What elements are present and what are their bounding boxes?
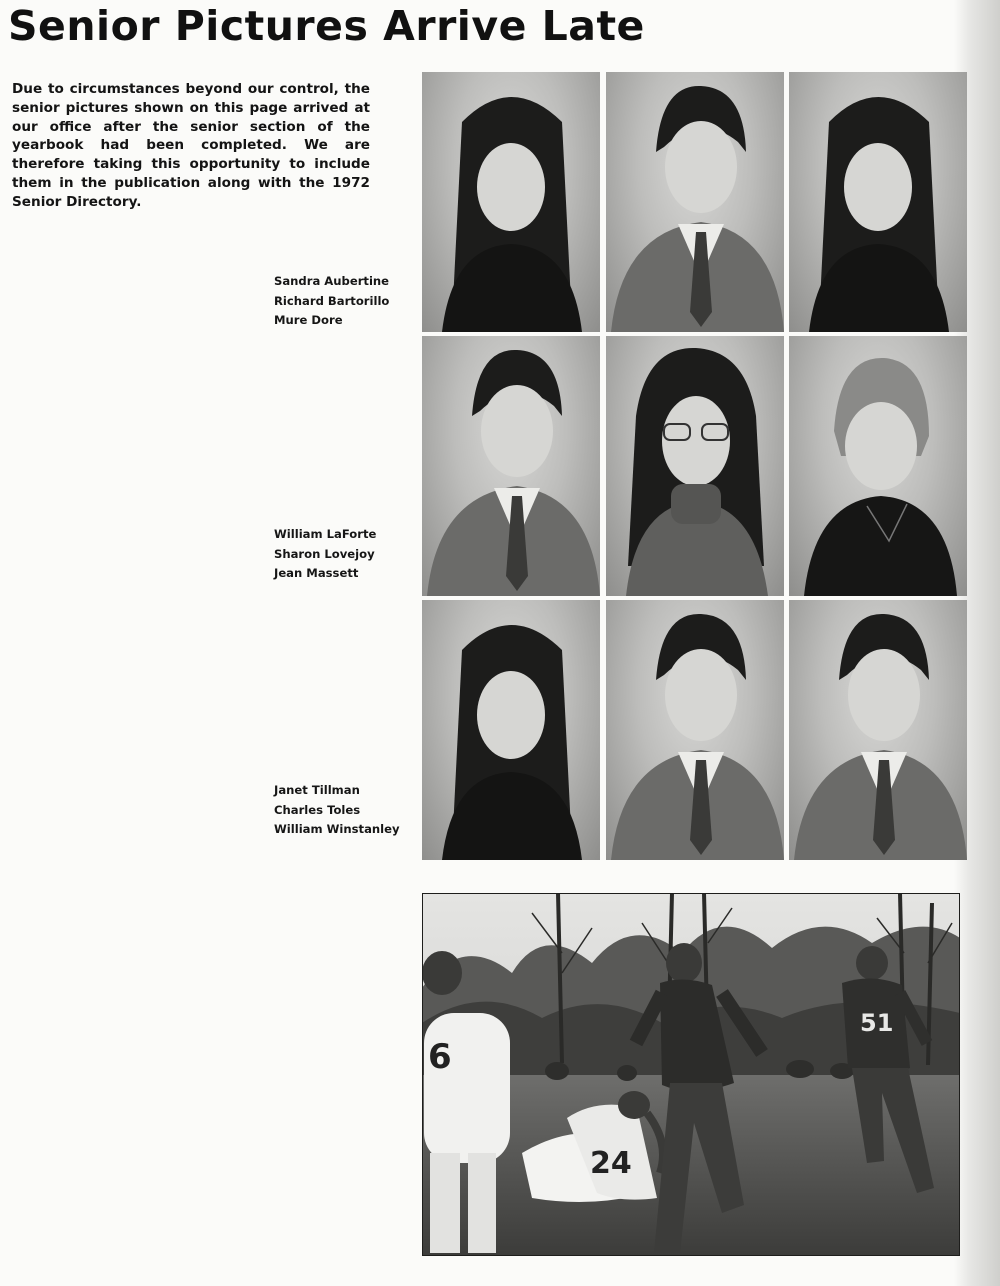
portrait-icon [789, 600, 967, 860]
jersey-number: 51 [860, 1009, 894, 1037]
senior-portrait [422, 336, 600, 596]
portrait-icon [606, 600, 784, 860]
portrait-icon [422, 336, 600, 596]
name-list-row-2 [274, 525, 424, 584]
football-game-photo-icon [422, 893, 960, 1256]
portrait-icon [789, 336, 967, 596]
jersey-number: 6 [428, 1037, 452, 1077]
page-title: Senior Pictures Arrive Late [8, 2, 645, 50]
senior-portrait [606, 336, 784, 596]
name-item: Sharon Lovejoy [274, 546, 375, 561]
intro-paragraph: Due to circumstances beyond our control, the senior pictures shown on this page arrived at our office after the senior section of the yearbook had been completed. We are therefore taking this opportunity to include them in the publication along with the 1972 Senior Directory. [12, 81, 370, 210]
name-item: William Winstanley [274, 822, 400, 836]
name-item: Sandra Aubertine [274, 274, 390, 288]
name-item: Janet Tillman [274, 783, 360, 797]
portrait-grid [422, 72, 956, 858]
name-item: Mure Dore [274, 313, 343, 327]
name-list-row-1 [274, 272, 424, 331]
senior-portrait [422, 72, 600, 332]
name-item: William LaForte [274, 527, 377, 541]
football-action-photo [422, 893, 960, 1256]
senior-portrait [606, 600, 784, 860]
senior-portrait [789, 336, 967, 596]
senior-portrait [422, 600, 600, 860]
portrait-icon [422, 600, 600, 860]
senior-portrait [606, 72, 784, 332]
portrait-icon [606, 72, 784, 332]
name-list-row-3 [274, 781, 424, 840]
portrait-icon [789, 72, 967, 332]
portrait-icon [422, 72, 600, 332]
senior-portrait [789, 600, 967, 860]
name-item: Richard Bartorillo [274, 293, 390, 308]
jersey-number: 24 [590, 1146, 632, 1181]
name-item: Charles Toles [274, 802, 361, 817]
name-item: Jean Massett [274, 566, 359, 580]
portrait-icon [606, 336, 784, 596]
senior-portrait [789, 72, 967, 332]
